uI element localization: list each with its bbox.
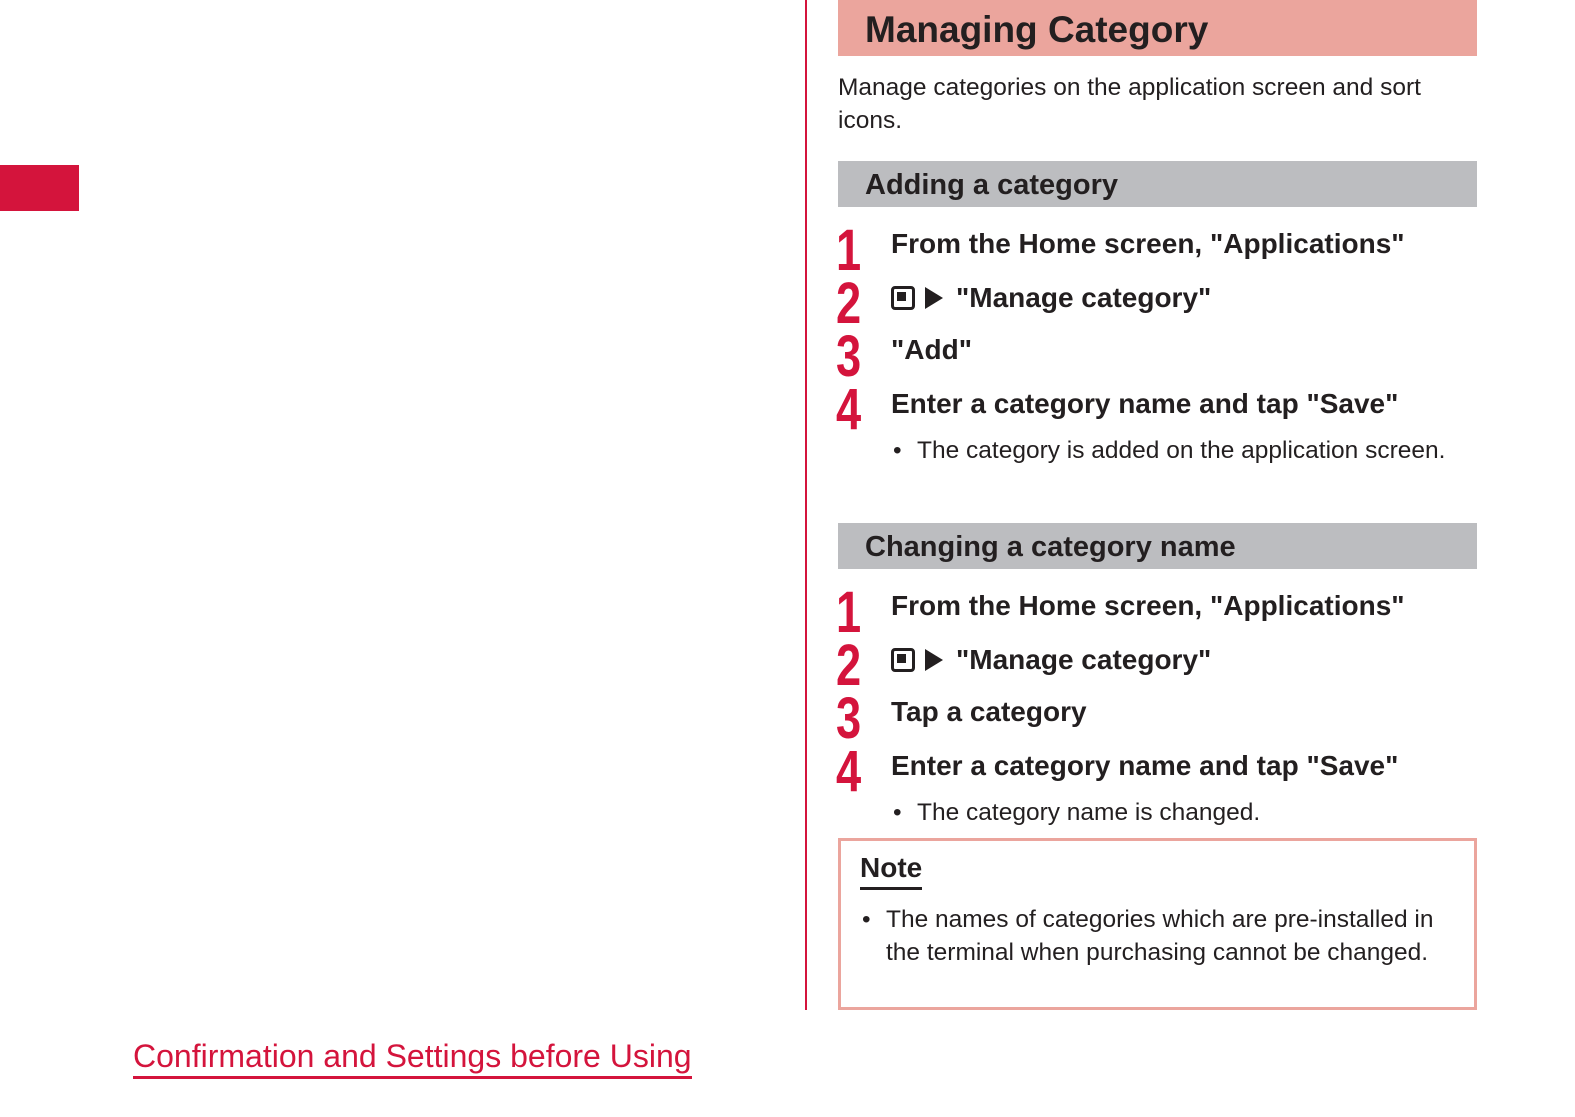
step-text-with-icon [891, 281, 1211, 315]
step-text: Enter a category name and tap "Save" [891, 388, 1399, 419]
section-heading: Changing a category name [865, 531, 1236, 563]
step-number: 2 [836, 633, 862, 698]
step-text: "Manage category" [956, 644, 1212, 675]
step-number: 4 [836, 739, 862, 804]
step-text-with-icon [891, 643, 1211, 677]
step-text: Enter a category name and tap "Save" [891, 750, 1399, 781]
step-text: "Add" [891, 334, 972, 365]
step-number: 3 [836, 686, 862, 751]
page-title: Managing Category [865, 9, 1209, 50]
step-number: 2 [836, 271, 862, 336]
step-number: 1 [836, 218, 862, 283]
page-divider [805, 0, 807, 1010]
note-box [838, 838, 1477, 1010]
note-title: Note [860, 851, 922, 890]
intro-text: Manage categories on the application screen and sort icons. [838, 74, 1421, 134]
section-heading-bar-changing [838, 523, 1477, 569]
arrow-right-icon [925, 649, 943, 671]
note-text: • The names of categories which are pre-installed in the terminal when purchasing cannot be changed. [860, 903, 1460, 969]
section-heading: Adding a category [865, 169, 1118, 201]
step-number: 1 [836, 580, 862, 645]
chapter-tab [0, 165, 79, 211]
step-number: 3 [836, 324, 862, 389]
step-number: 4 [836, 377, 862, 442]
menu-key-icon [891, 286, 915, 310]
step-text: From the Home screen, "Applications" [891, 590, 1405, 621]
section-heading-bar-adding [838, 161, 1477, 207]
page-title-bar [838, 0, 1477, 56]
step-text: "Manage category" [956, 282, 1212, 313]
chapter-footer-link[interactable]: Confirmation and Settings before Using [133, 1036, 692, 1079]
menu-key-icon [891, 648, 915, 672]
step-text: Tap a category [891, 696, 1087, 727]
step-bullet: • The category is added on the application screen. [891, 434, 1461, 467]
arrow-right-icon [925, 287, 943, 309]
step-bullet: • The category name is changed. [891, 796, 1461, 829]
step-text: From the Home screen, "Applications" [891, 228, 1405, 259]
